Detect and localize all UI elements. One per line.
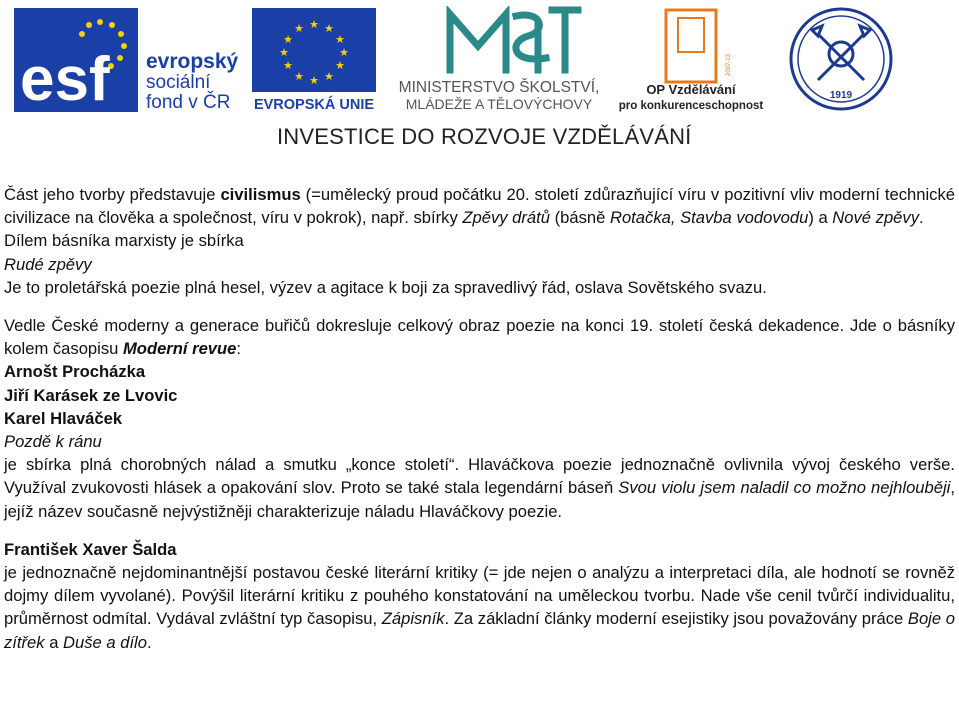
text-run: (básně — [550, 208, 610, 228]
title-rotacka: Rotačka, Stavba vodovodu — [609, 208, 809, 228]
paragraph-proletarska: Je to proletářská poezie plná hesel, výzev a agitace k boji za spravedlivý řád, oslava Sovětského svazu. — [4, 277, 767, 297]
svg-text:★: ★ — [309, 18, 319, 31]
svg-text:1919: 1919 — [829, 90, 853, 101]
svg-text:fond v ČR: fond v ČR — [146, 92, 231, 112]
svg-text:EVROPSKÁ UNIE: EVROPSKÁ UNIE — [253, 97, 375, 112]
author-name: Arnošt Procházka — [4, 362, 146, 382]
title-boje-o-zitrek: Boje o zítřek — [4, 609, 955, 652]
title-nove-zpevy: Nové zpěvy — [832, 208, 919, 228]
document-body — [4, 183, 955, 654]
svg-text:★: ★ — [283, 33, 293, 46]
svg-text:★: ★ — [335, 59, 345, 72]
paragraph-hlavacek — [4, 453, 955, 523]
paragraph-salda — [4, 561, 955, 654]
text-run: a — [44, 632, 64, 652]
svg-text:MINISTERSTVO ŠKOLSTVÍ,: MINISTERSTVO ŠKOLSTVÍ, — [398, 79, 600, 96]
title-pozde-k-ranu: Pozdě k ránu — [4, 432, 102, 452]
term-civilismus: civilismus — [220, 185, 301, 204]
investice-banner: INVESTICE DO ROZVOJE VZDĚLÁVÁNÍ — [277, 124, 692, 149]
text-run: . — [146, 632, 152, 652]
svg-text:★: ★ — [294, 22, 304, 35]
text-run: Vedle České moderny a generace buřičů dokresluje celkový obraz poezie na konci 19. století česká dekadence. Jde o básníky kolem časopisu — [4, 316, 955, 359]
svg-text:★: ★ — [283, 59, 293, 72]
text-run: je sbírka plná chorobných nálad a smutku „konce století“. Hlaváčkova poezie jednoznačně ovlivnila vývoj českého verše. Využíval zvukovosti hlásek a opakování slov. Proto se také stala legendární báseň — [4, 455, 955, 498]
author-name: Jiří Karásek ze Lvovic — [4, 385, 178, 405]
svg-text:esf: esf — [20, 45, 110, 112]
text-run: je jednoznačně nejdominantnější postavou české literární kritiky (= jde nejen o analýzu a interpretaci díla, ale hodnotí se rovněž dojmy dílem vyvolané). Povýšil literární kritiku z pouhého konstatování na uměleckou tvorbu. Nade vše cenil tvůrčí individualitu, průměrnost odmítal. Vydával zvláštní typ časopisu, — [4, 563, 955, 629]
esf-logo — [14, 8, 242, 112]
school-seal-logo — [788, 6, 894, 112]
svg-text:★: ★ — [279, 46, 289, 59]
paragraph-marxista: Dílem básníka marxisty je sbírka — [4, 231, 244, 251]
svg-text:★: ★ — [309, 74, 319, 87]
text-run: , jejíž název současně nejvýstižněji charakterizuje náladu Hlaváčkovy poezie. — [4, 478, 955, 521]
text-run: Část jeho tvorby představuje — [4, 185, 221, 204]
svg-text:evropský: evropský — [146, 50, 239, 73]
svg-text:★: ★ — [339, 46, 349, 59]
logo-header — [0, 0, 959, 160]
text-run: . — [919, 208, 924, 228]
svg-text:2007-13: 2007-13 — [726, 53, 732, 77]
svg-text:pro konkurenceschopnost: pro konkurenceschopnost — [618, 100, 764, 112]
title-svou-violu: Svou violu jsem naladil co možno nejhlouběji — [618, 478, 951, 498]
svg-text:★: ★ — [324, 22, 334, 35]
text-run: : — [236, 339, 242, 359]
text-run: ) a — [808, 208, 833, 228]
paragraph-civilismus — [4, 183, 955, 229]
title-moderni-revue: Moderní revue — [122, 339, 237, 359]
title-rude-zpevy: Rudé zpěvy — [4, 254, 92, 274]
title-zpevy-dratu: Zpěvy drátů — [462, 208, 550, 228]
svg-text:★: ★ — [335, 33, 345, 46]
svg-text:MLÁDEŽE A TĚLOVÝCHOVY: MLÁDEŽE A TĚLOVÝCHOVY — [405, 96, 593, 112]
author-name: Karel Hlaváček — [4, 408, 123, 428]
paragraph-dekadence — [4, 314, 955, 360]
heading-salda: František Xaver Šalda — [4, 539, 177, 559]
title-zapisnik: Zápisník — [381, 609, 445, 629]
svg-text:★: ★ — [294, 70, 304, 83]
svg-text:OP Vzdělávání: OP Vzdělávání — [646, 82, 736, 97]
text-run: . Za základní články moderní esejistiky jsou považovány práce — [444, 609, 908, 629]
svg-text:★: ★ — [324, 70, 334, 83]
svg-text:sociální: sociální — [146, 72, 211, 93]
title-duse-a-dilo: Duše a dílo — [63, 632, 147, 652]
op-vzdelavani-logo — [618, 8, 764, 112]
eu-flag-logo — [248, 8, 380, 112]
msmt-logo — [388, 6, 610, 114]
text-run: (=umělecký proud počátku 20. století zdůrazňující víru v pozitivní vliv moderní technické civilizace na člověka a společnost, víru v pokrok), např. sbírky — [4, 185, 955, 228]
